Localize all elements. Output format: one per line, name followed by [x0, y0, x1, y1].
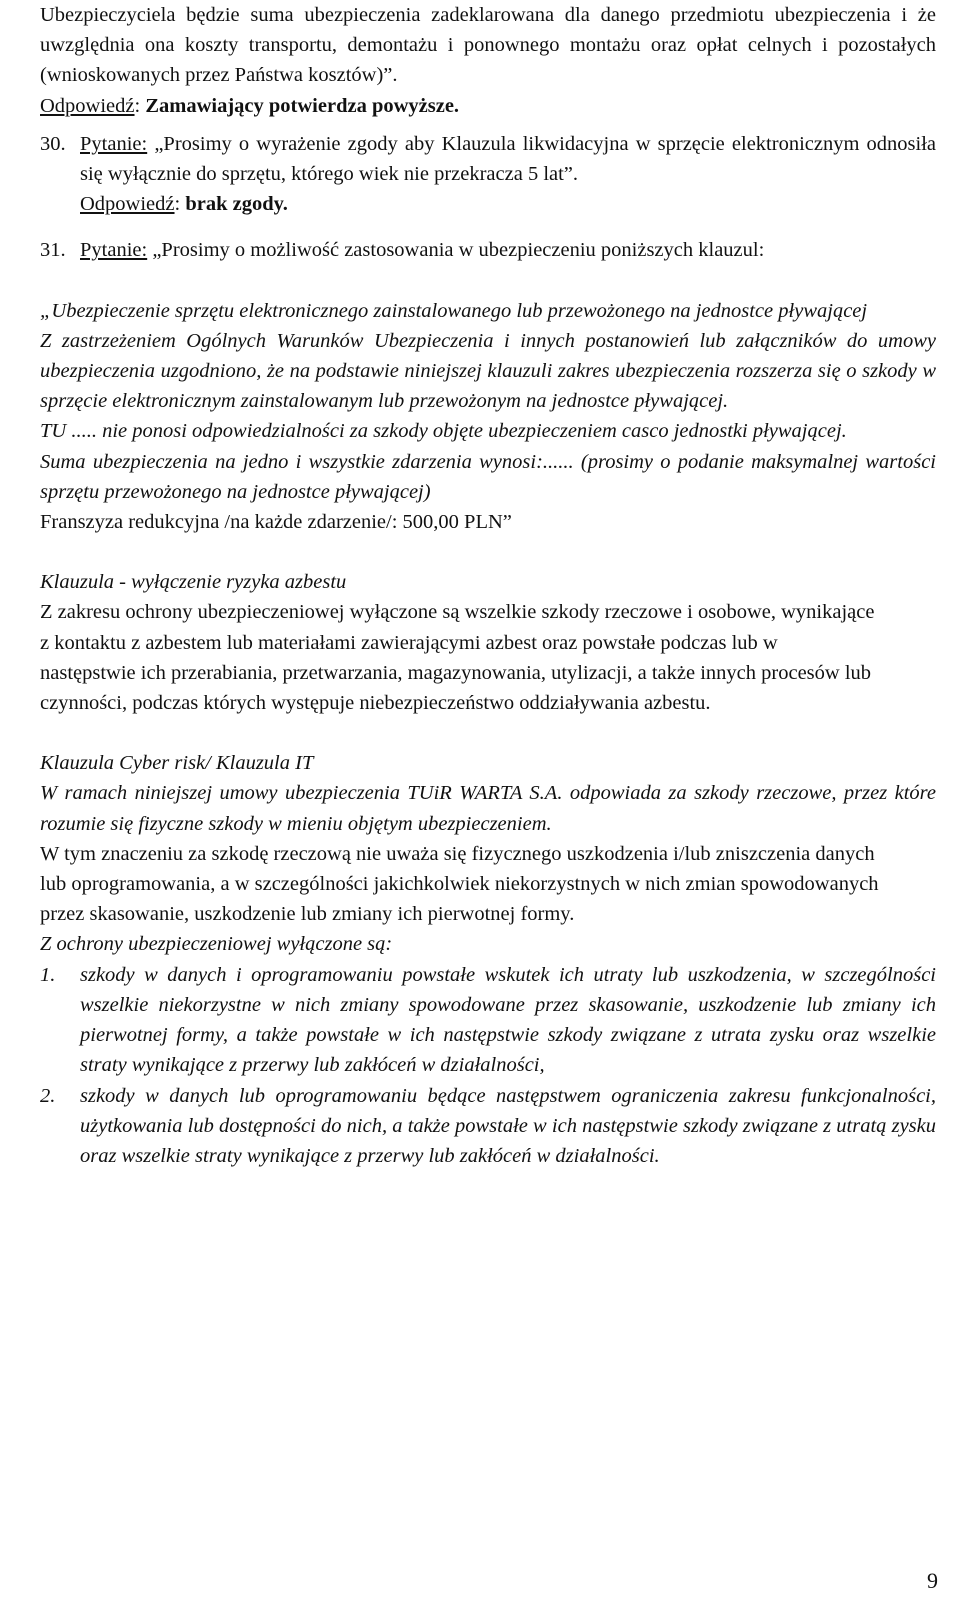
document-page [40, 0, 936, 1171]
clause-sum: Suma ubezpieczenia na jedno i wszystkie zdarzenia wynosi:...... (prosimy o podanie maksymalnej wartości sprzętu przewożonego na jednostce pływającej) [40, 450, 936, 503]
clause-title: Klauzula Cyber risk/ Klauzula IT [40, 752, 314, 775]
question-30 [40, 129, 936, 220]
question-31 [40, 235, 936, 265]
question-label: Pytanie: [80, 132, 148, 155]
answer-top: Odpowiedź: Zamawiający potwierdza powyższe. [40, 94, 460, 117]
clause-title: Klauzula - wyłączenie ryzyka azbestu [40, 571, 347, 594]
clause-tu: TU ..... nie ponosi odpowiedzialności za szkody objęte ubezpieczeniem casco jednostki pływającej. [40, 420, 847, 443]
clause-intro: W ramach niniejszej umowy ubezpieczenia TUiR WARTA S.A. odpowiada za szkody rzeczowe, przez które rozumie się fizyczne szkody w mieniu objętym ubezpieczeniem. [40, 782, 936, 835]
list-item-text: szkody w danych lub oprogramowaniu będące następstwem ograniczenia zakresu funkcjonalności, użytkowania lub dostępności do nich, a także powstałe w ich następstwie szkody związane z utratą zysku oraz wszelkie straty wynikające z przerwy lub zakłóceń w działalności. [80, 1084, 936, 1167]
question-text [80, 129, 936, 189]
clause-meaning: W tym znaczeniu za szkodę rzeczową nie uważa się fizycznego uszkodzenia i/lub zniszczenia danych lub oprogramowania, a w szczególności jakichkolwiek niekorzystnych w nich zmian spowodowanych przez skasowanie, uszkodzenie lub zmiany ich pierwotnej formy. [40, 842, 879, 926]
clause-cyber [40, 748, 936, 1171]
answer-label: Odpowiedź [40, 94, 135, 117]
list-item-number: 1. [40, 963, 56, 986]
question-label: Pytanie: [80, 239, 148, 262]
answer-text: brak zgody. [185, 193, 288, 216]
list-item [40, 960, 936, 1081]
list-item-number: 2. [40, 1084, 56, 1107]
question-body: „Prosimy o wyrażenie zgody aby Klauzula likwidacyjna w sprzęcie elektronicznym odnosiła się wyłącznie do sprzętu, którego wiek nie przekracza 5 lat”. [80, 132, 937, 186]
clause-body: Z zastrzeżeniem Ogólnych Warunków Ubezpieczenia i innych postanowień lub załączników do umowy ubezpieczenia uzgodniono, że na podstawie niniejszej klauzuli zakres ubezpieczenia rozszerza się o szkody w sprzęcie elektronicznym zainstalowanym lub przewożonym na jednostce pływającej. [40, 329, 936, 413]
clause-deductible: Franszyza redukcyjna /na każde zdarzenie/: 500,00 PLN” [40, 511, 512, 534]
answer-text: Zamawiający potwierdza powyższe. [145, 94, 460, 117]
exclusions-heading: Z ochrony ubezpieczeniowej wyłączone są: [40, 933, 393, 956]
list-item-text: szkody w danych i oprogramowaniu powstałe wskutek ich utraty lub uszkodzenia, w szczególności wszelkie niekorzystne w nich zmiany spowodowane przez skasowanie, uszkodzenie lub zmiany ich pierwotnej formy, a także powstałe w ich następstwie szkody związane z utrata zysku oraz wszelkie straty wynikające z przerwy lub zakłóceń w działalności, [80, 963, 936, 1077]
clause-body: Z zakresu ochrony ubezpieczeniowej wyłączone są wszelkie szkody rzeczowe i osobowe, wynikające z kontaktu z azbestem lub materiałami zawierającymi azbest oraz powstałe podczas lub w następstwie ich przerabiania, przetwarzania, magazynowania, utylizacji, a także innych procesów lub czynności, podczas których występuje niebezpieczeństwo oddziaływania azbestu. [40, 601, 875, 715]
question-text [80, 235, 936, 265]
paragraph-top: Ubezpieczyciela będzie suma ubezpieczenia zadeklarowana dla danego przedmiotu ubezpieczenia i że uwzględnia ona koszty transportu, demontażu i ponownego montażu oraz opłat celnych i pozostałych (wnioskowanych przez Państwa kosztów)”. [40, 4, 936, 87]
question-number: 31. [40, 239, 66, 262]
clause-asbestos [40, 567, 936, 718]
clause-title: „Ubezpieczenie sprzętu elektronicznego zainstalowanego lub przewożonego na jednostce pływającej [40, 299, 868, 322]
clause-vessel [40, 296, 936, 538]
answer-30: Odpowiedź: brak zgody. [80, 193, 288, 216]
question-number: 30. [40, 132, 66, 155]
question-body: „Prosimy o możliwość zastosowania w ubezpieczeniu poniższych klauzul: [152, 239, 765, 262]
answer-label: Odpowiedź [80, 193, 175, 216]
list-item [40, 1081, 936, 1172]
page-number: 9 [927, 1568, 938, 1593]
